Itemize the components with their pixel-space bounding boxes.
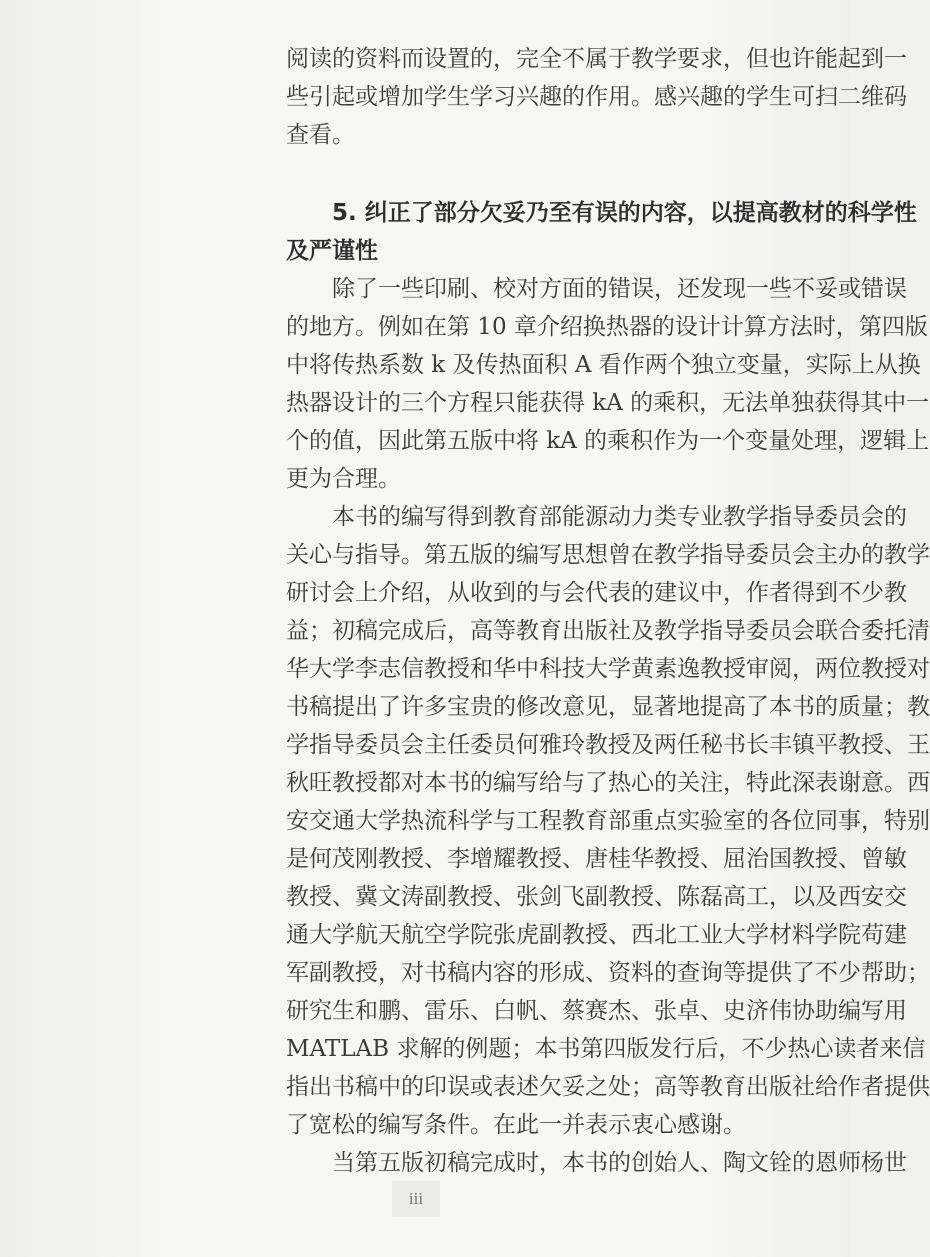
text-line: 书稿提出了许多宝贵的修改意见，显著地提高了本书的质量；教 [286,694,930,720]
text-line: MATLAB 求解的例题；本书第四版发行后，不少热心读者来信 [286,1036,926,1062]
body-text [286,40,930,1182]
text-line: 热器设计的三个方程只能获得 kA 的乘积，无法单独获得其中一 [286,390,930,416]
paragraph-acknowledgements [286,498,930,1144]
page-number: iii [408,1189,424,1208]
text-line: 研讨会上介绍，从收到的与会代表的建议中，作者得到不少教 [286,580,907,606]
text-line: 当第五版初稿完成时，本书的创始人、陶文铨的恩师杨世 [332,1150,907,1176]
text-line: 研究生和鹏、雷乐、白帆、蔡赛杰、张卓、史济伟协助编写用 [286,998,907,1024]
text-line: 安交通大学热流科学与工程教育部重点实验室的各位同事，特别 [286,808,930,834]
text-line: 华大学李志信教授和华中科技大学黄素逸教授审阅，两位教授对 [286,656,930,682]
paragraph-continued [286,40,907,154]
text-line: 益；初稿完成后，高等教育出版社及教学指导委员会联合委托清 [286,618,930,644]
text-line: 通大学航天航空学院张虎副教授、西北工业大学材料学院苟建 [286,922,907,948]
paragraph-dedication-start [286,1144,907,1182]
text-line: 了宽松的编写条件。在此一并表示衷心感谢。 [286,1112,746,1138]
section-heading-5 [286,194,917,270]
text-line: 查看。 [286,122,355,148]
text-line: 教授、冀文涛副教授、张剑飞副教授、陈磊高工，以及西安交 [286,884,907,910]
text-line: 关心与指导。第五版的编写思想曾在教学指导委员会主办的教学 [286,542,930,568]
text-line: 更为合理。 [286,466,401,492]
text-line: 是何茂刚教授、李增耀教授、唐桂华教授、屈治国教授、曾敏 [286,846,907,872]
text-line: 些引起或增加学生学习兴趣的作用。感兴趣的学生可扫二维码 [286,84,907,110]
text-line: 个的值，因此第五版中将 kA 的乘积作为一个变量处理，逻辑上 [286,428,930,454]
text-line: 本书的编写得到教育部能源动力类专业教学指导委员会的 [332,504,907,530]
text-line: 中将传热系数 k 及传热面积 A 看作两个独立变量，实际上从换 [286,352,921,378]
text-line: 阅读的资料而设置的，完全不属于教学要求，但也许能起到一 [286,46,907,72]
paragraph-errors [286,270,930,498]
section-gap [286,154,828,194]
text-line: 学指导委员会主任委员何雅玲教授及两任秘书长丰镇平教授、王 [286,732,930,758]
text-line: 除了一些印刷、校对方面的错误，还发现一些不妥或错误 [332,276,907,302]
text-line: 秋旺教授都对本书的编写给与了热心的关注，特此深表谢意。西 [286,770,930,796]
heading-line: 及严谨性 [286,238,378,264]
text-line: 指出书稿中的印误或表述欠妥之处；高等教育出版社给作者提供 [286,1074,930,1100]
text-line: 的地方。例如在第 10 章介绍换热器的设计计算方法时，第四版 [286,314,928,340]
heading-line: 5. 纠正了部分欠妥乃至有误的内容，以提高教材的科学性 [332,200,917,226]
text-line: 军副教授，对书稿内容的形成、资料的查询等提供了不少帮助； [286,960,930,986]
